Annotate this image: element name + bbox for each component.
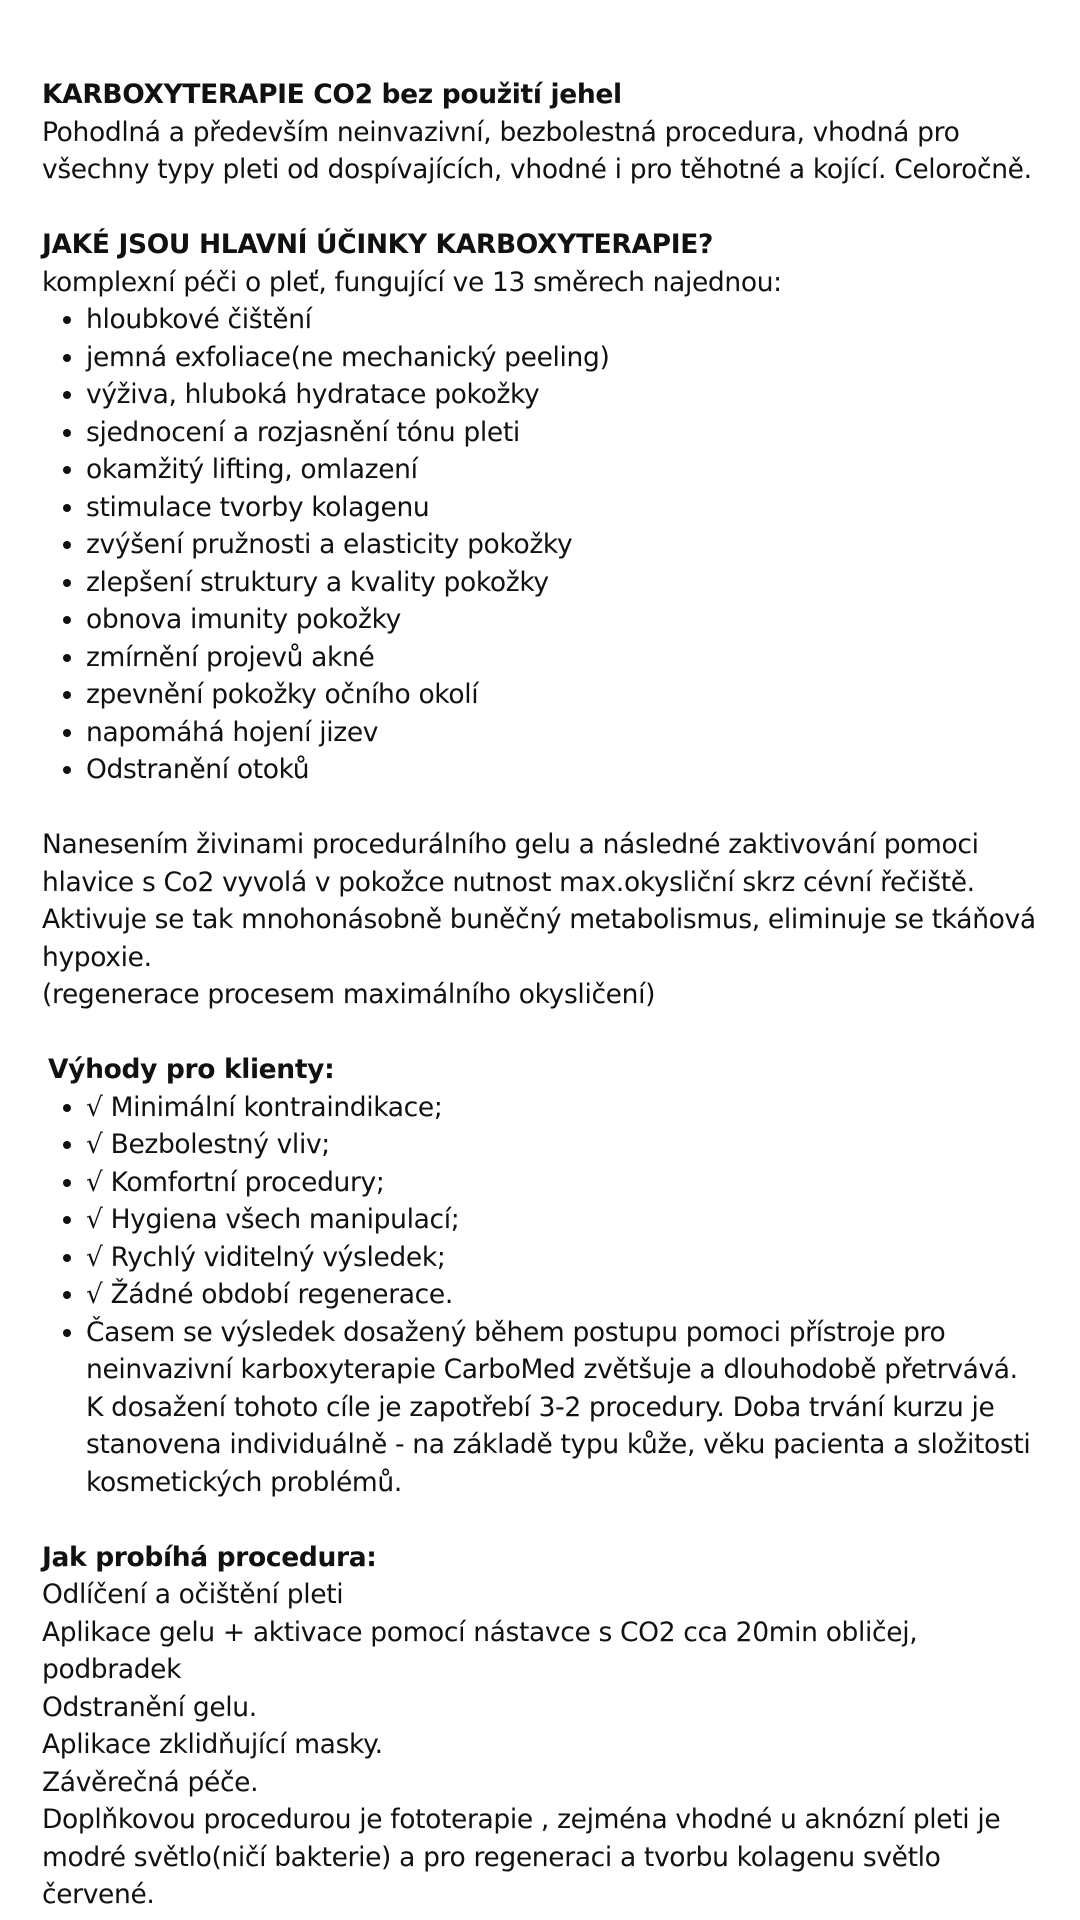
- procedure-step: Doplňkovou procedurou je fototerapie , zejména vhodné u aknózní pleti je modré světlo(ničí bakterie) a pro regeneraci a tvorbu kolagenu světlo červené.: [42, 1804, 1001, 1910]
- list-item: • jemná exfoliace(ne mechanický peeling): [86, 339, 1040, 377]
- benefits-list: [42, 1089, 1040, 1502]
- list-item: • √ Žádné období regenerace.: [86, 1276, 1040, 1314]
- list-item: • výživa, hluboká hydratace pokožky: [86, 376, 1040, 414]
- list-item: • stimulace tvorby kolagenu: [86, 489, 1040, 527]
- procedure-step: Závěrečná péče.: [42, 1766, 259, 1798]
- procedure-step: Aplikace zklidňující masky.: [42, 1729, 383, 1760]
- mechanism-note: (regenerace procesem maximálního okysličení): [42, 979, 656, 1010]
- list-item: • obnova imunity pokožky: [86, 601, 1040, 639]
- list-item: • √ Minimální kontraindikace;: [86, 1089, 1040, 1127]
- effects-list: [42, 301, 1040, 789]
- list-item: • hloubkové čištění: [86, 301, 1040, 339]
- list-item: • zmírnění projevů akné: [86, 639, 1040, 677]
- mechanism-section: [42, 826, 1040, 1014]
- intro-title: KARBOXYTERAPIE CO2 bez použití jehel: [42, 79, 622, 110]
- list-item: • √ Rychlý viditelný výsledek;: [86, 1239, 1040, 1277]
- list-item: • Odstranění otoků: [86, 751, 1040, 789]
- benefits-heading: Výhody pro klienty:: [48, 1054, 335, 1085]
- procedure-heading: Jak probíhá procedura:: [42, 1541, 377, 1573]
- spacer: [42, 1501, 1040, 1539]
- list-item: • √ Komfortní procedury;: [86, 1164, 1040, 1202]
- procedure-step: Aplikace gelu + aktivace pomocí nástavce s CO2 cca 20min obličej, podbradek: [42, 1616, 918, 1685]
- procedure-section: [42, 1539, 1040, 1914]
- effects-section: [42, 226, 1040, 789]
- spacer: [42, 1014, 1040, 1052]
- effects-heading: JAKÉ JSOU HLAVNÍ ÚČINKY KARBOXYTERAPIE?: [42, 229, 714, 260]
- list-item: • zvýšení pružnosti a elasticity pokožky: [86, 526, 1040, 564]
- procedure-step: Odlíčení a očištění pleti: [42, 1579, 344, 1610]
- spacer: [42, 789, 1040, 827]
- list-item: • napomáhá hojení jizev: [86, 714, 1040, 752]
- list-item: • zlepšení struktury a kvality pokožky: [86, 564, 1040, 602]
- benefits-section: [42, 1051, 1040, 1501]
- effects-intro: komplexní péči o pleť, fungující ve 13 směrech najednou:: [42, 266, 782, 298]
- spacer: [42, 189, 1040, 227]
- list-item: • zpevnění pokožky očního okolí: [86, 676, 1040, 714]
- mechanism-text: Nanesením živinami procedurálního gelu a následné zaktivování pomoci hlavice s Co2 vyvolá v pokožce nutnost max.okysliční skrz cévní řečiště. Aktivuje se tak mnohonásobně buněčný metabolismus, eliminuje se tkáňová hypoxie.: [42, 829, 1036, 973]
- intro-section: [42, 76, 1040, 189]
- list-item: • sjednocení a rozjasnění tónu pleti: [86, 414, 1040, 452]
- list-item: • Časem se výsledek dosažený během postupu pomoci přístroje pro neinvazivní karboxyterapie CarboMed zvětšuje a dlouhodobě přetrvává. K dosažení tohoto cíle je zapotřebí 3-2 procedury. Doba trvání kurzu je stanovena individuálně - na základě typu kůže, věku pacienta a složitosti kosmetických problémů.: [86, 1314, 1040, 1502]
- procedure-step: Odstranění gelu.: [42, 1691, 257, 1723]
- intro-text: Pohodlná a především neinvazivní, bezbolestná procedura, vhodná pro všechny typy pleti od dospívajících, vhodné i pro těhotné a kojící. Celoročně.: [42, 116, 1032, 185]
- list-item: • √ Bezbolestný vliv;: [86, 1126, 1040, 1164]
- list-item: • okamžitý lifting, omlazení: [86, 451, 1040, 489]
- list-item: • √ Hygiena všech manipulací;: [86, 1201, 1040, 1239]
